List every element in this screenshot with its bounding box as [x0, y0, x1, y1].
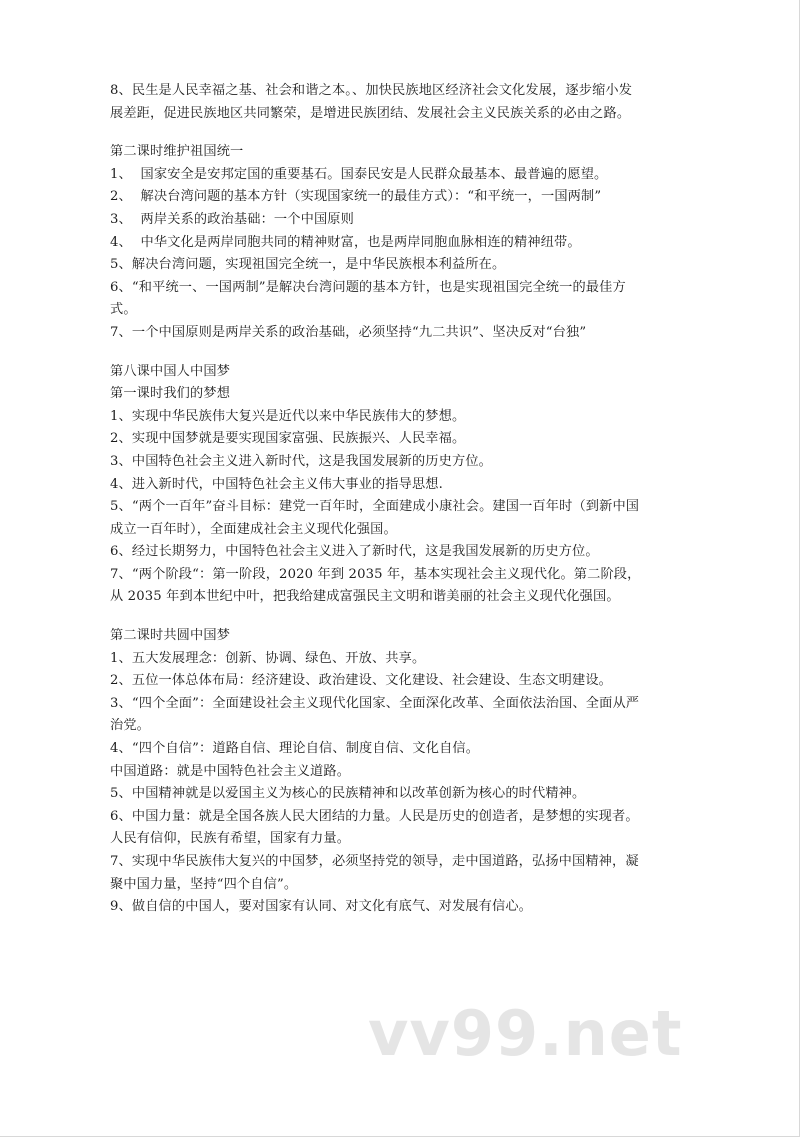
- shared-item-9: 9、做自信的中国人，要对国家有认同、对文化有底气、对发展有信心。: [110, 899, 532, 915]
- dream-item-3: 3、中国特色社会主义进入新时代，这是我国发展新的历史方位。: [110, 453, 492, 469]
- unity-item-2: 2、 解决台湾问题的基本方针（实现国家统一的最佳方式）：“和平统一，一国两制”: [110, 189, 602, 205]
- item-8-line-2: 展差距，促进民族地区共同繁荣，是增进民族团结、发展社会主义民族关系的必由之路。: [110, 105, 631, 121]
- unity-item-7: 7、一个中国原则是两岸关系的政治基础，必须坚持“九二共识”、坚决反对“台独”: [110, 324, 587, 340]
- shared-item-1: 1、五大发展理念：创新、协调、绿色、开放、共享。: [110, 650, 426, 666]
- shared-item-6-cont: 人民有信仰，民族有希望，国家有力量。: [110, 831, 351, 847]
- dream-item-1: 1、实现中华民族伟大复兴是近代以来中华民族伟大的梦想。: [110, 408, 466, 424]
- unity-item-4: 4、 中华文化是两岸同胞共同的精神财富，也是两岸同胞血脉相连的精神纽带。: [110, 234, 581, 250]
- unity-item-1: 1、 国家安全是安邦定国的重要基石。国泰民安是人民群众最基本、最普遍的愿望。: [110, 166, 608, 182]
- dream-item-5-line-1: 5、“两个一百年”奋斗目标：建党一百年时，全面建成小康社会。建国一百年时（到新中国: [110, 499, 640, 515]
- dream-item-6: 6、经过长期努力，中国特色社会主义进入了新时代，这是我国发展新的历史方位。: [110, 544, 599, 560]
- dream-item-5-line-2: 成立一百年时），全面建成社会主义现代化强国。: [110, 521, 397, 537]
- shared-item-5: 5、中国精神就是以爱国主义为核心的民族精神和以改革创新为核心的时代精神。: [110, 786, 586, 802]
- paragraph-gap: [110, 609, 710, 625]
- dream-item-7-line-1: 7、“两个阶段“：第一阶段，2020 年到 2035 年，基本实现社会主义现代化。第二阶段，: [110, 566, 641, 582]
- shared-item-7-line-2: 聚中国力量，坚持“四个自信”。: [110, 876, 298, 892]
- unity-item-5: 5、解决台湾问题，实现祖国完全统一，是中华民族根本利益所在。: [110, 257, 506, 273]
- dream-item-4: 4、进入新时代，中国特色社会主义伟大事业的指导思想.: [110, 476, 443, 492]
- shared-item-3-line-1: 3、“四个全面”：全面建设社会主义现代化国家、全面深化改革、全面依法治国、全面从严: [110, 695, 640, 711]
- section-heading-our-dream: 第一课时我们的梦想: [110, 386, 231, 402]
- shared-chinese-road: 中国道路：就是中国特色社会主义道路。: [110, 763, 351, 779]
- shared-item-6: 6、中国力量：就是全国各族人民大团结的力量。人民是历史的创造者，是梦想的实现者。: [110, 808, 639, 824]
- section-heading-maintain-unity: 第二课时维护祖国统一: [110, 144, 244, 160]
- chapter-heading-chinese-dream: 第八课中国人中国梦: [110, 363, 231, 379]
- paragraph-gap: [110, 125, 710, 141]
- shared-item-4: 4、“四个自信”：道路自信、理论自信、制度自信、文化自信。: [110, 741, 480, 757]
- dream-item-7-line-2: 从 2035 年到本世纪中叶，把我给建成富强民主文明和谐美丽的社会主义现代化强国。: [110, 589, 620, 605]
- shared-item-3-line-2: 治党。: [110, 718, 151, 734]
- shared-item-7-line-1: 7、实现中华民族伟大复兴的中国梦，必须坚持党的领导，走中国道路，弘扬中国精神，凝: [110, 854, 639, 869]
- item-8-line-1: 8、民生是人民幸福之基、社会和谐之本。、加快民族地区经济社会文化发展，逐步缩小发: [110, 83, 633, 98]
- section-heading-shared-dream: 第二课时共圆中国梦: [110, 628, 231, 644]
- watermark: vv99.net: [368, 997, 683, 1070]
- paragraph-gap: [110, 345, 710, 361]
- document-body: [110, 80, 710, 919]
- shared-item-2: 2、五位一体总体布局：经济建设、政治建设、文化建设、社会建设、生态文明建设。: [110, 673, 613, 689]
- unity-item-6-line-2: 式。: [110, 302, 137, 318]
- unity-item-6-line-1: 6、“和平统一、一国两制”是解决台湾问题的基本方针，也是实现祖国完全统一的最佳方: [110, 279, 626, 295]
- unity-item-3: 3、 两岸关系的政治基础：一个中国原则: [110, 211, 354, 227]
- dream-item-2: 2、实现中国梦就是要实现国家富强、民族振兴、人民幸福。: [110, 431, 466, 447]
